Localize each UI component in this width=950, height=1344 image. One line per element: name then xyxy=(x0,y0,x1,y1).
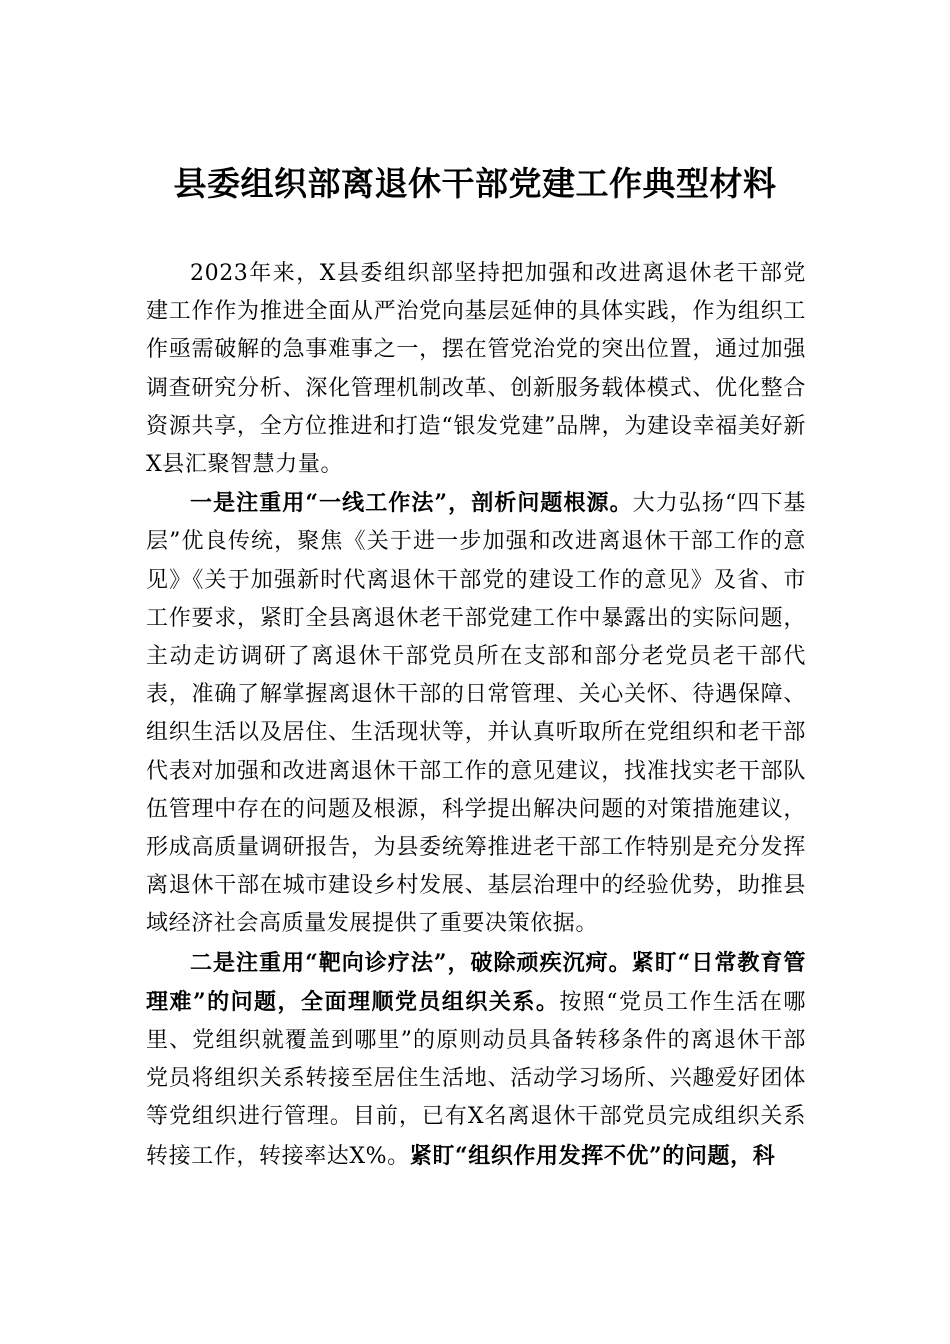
paragraph-text: 按照“党员工作生活在哪里、党组织就覆盖到哪里”的原则动员具备转移条件的离退休干部党员将组织关系转接至居住生活地、活动学习场所、兴趣爱好团体等党组织进行管理。目前，已有X名离退休干部党员完成组织关系转接工作，转接率达X%。 xyxy=(146,989,806,1169)
paragraph-text: 2023年来，X县委组织部坚持把加强和改进离退休老干部党建工作作为推进全面从严治党向基层延伸的具体实践，作为组织工作亟需破解的急事难事之一，摆在管党治党的突出位置，通过加强调查研究分析、深化管理机制改革、创新服务载体模式、优化整合资源共享，全方位推进和打造“银发党建”品牌，为建设幸福美好新X县汇聚智慧力量。 xyxy=(146,261,806,478)
paragraph-text: 大力弘扬“四下基层”优良传统，聚焦《关于进一步加强和改进离退休干部工作的意见》《关于加强新时代离退休干部党的建设工作的意见》及省、市工作要求，紧盯全县离退休老干部党建工作中暴露出的实际问题，主动走访调研了离退休干部党员所在支部和部分老党员老干部代表，准确了解掌握离退休干部的日常管理、关心关怀、待遇保障、组织生活以及居住、生活现状等，并认真听取所在党组织和老干部代表对加强和改进离退休干部工作的意见建议，找准找实老干部队伍管理中存在的问题及根源，科学提出解决问题的对策措施建议，形成高质量调研报告，为县委统筹推进老干部工作特别是充分发挥离退休干部在城市建设乡村发展、基层治理中的经验优势，助推县域经济社会高质量发展提供了重要决策依据。 xyxy=(146,491,806,937)
paragraph-point-one xyxy=(146,484,806,943)
document-title: 县委组织部离退休干部党建工作典型材料 xyxy=(173,164,777,203)
paragraph-intro xyxy=(146,255,806,484)
paragraph-point-two xyxy=(146,944,806,1176)
document-body xyxy=(146,255,806,1176)
paragraph-subheading: 紧盯“组织作用发挥不优”的问题，科 xyxy=(409,1142,776,1169)
paragraph-heading: 一是注重用“一线工作法”，剖析问题根源。 xyxy=(190,490,633,517)
paragraph-heading: 二是注重用“靶向诊疗法”，破除顽疾沉疴。紧盯“日常教育管理难”的问题，全面理顺党员组织关系。 xyxy=(146,949,806,1015)
